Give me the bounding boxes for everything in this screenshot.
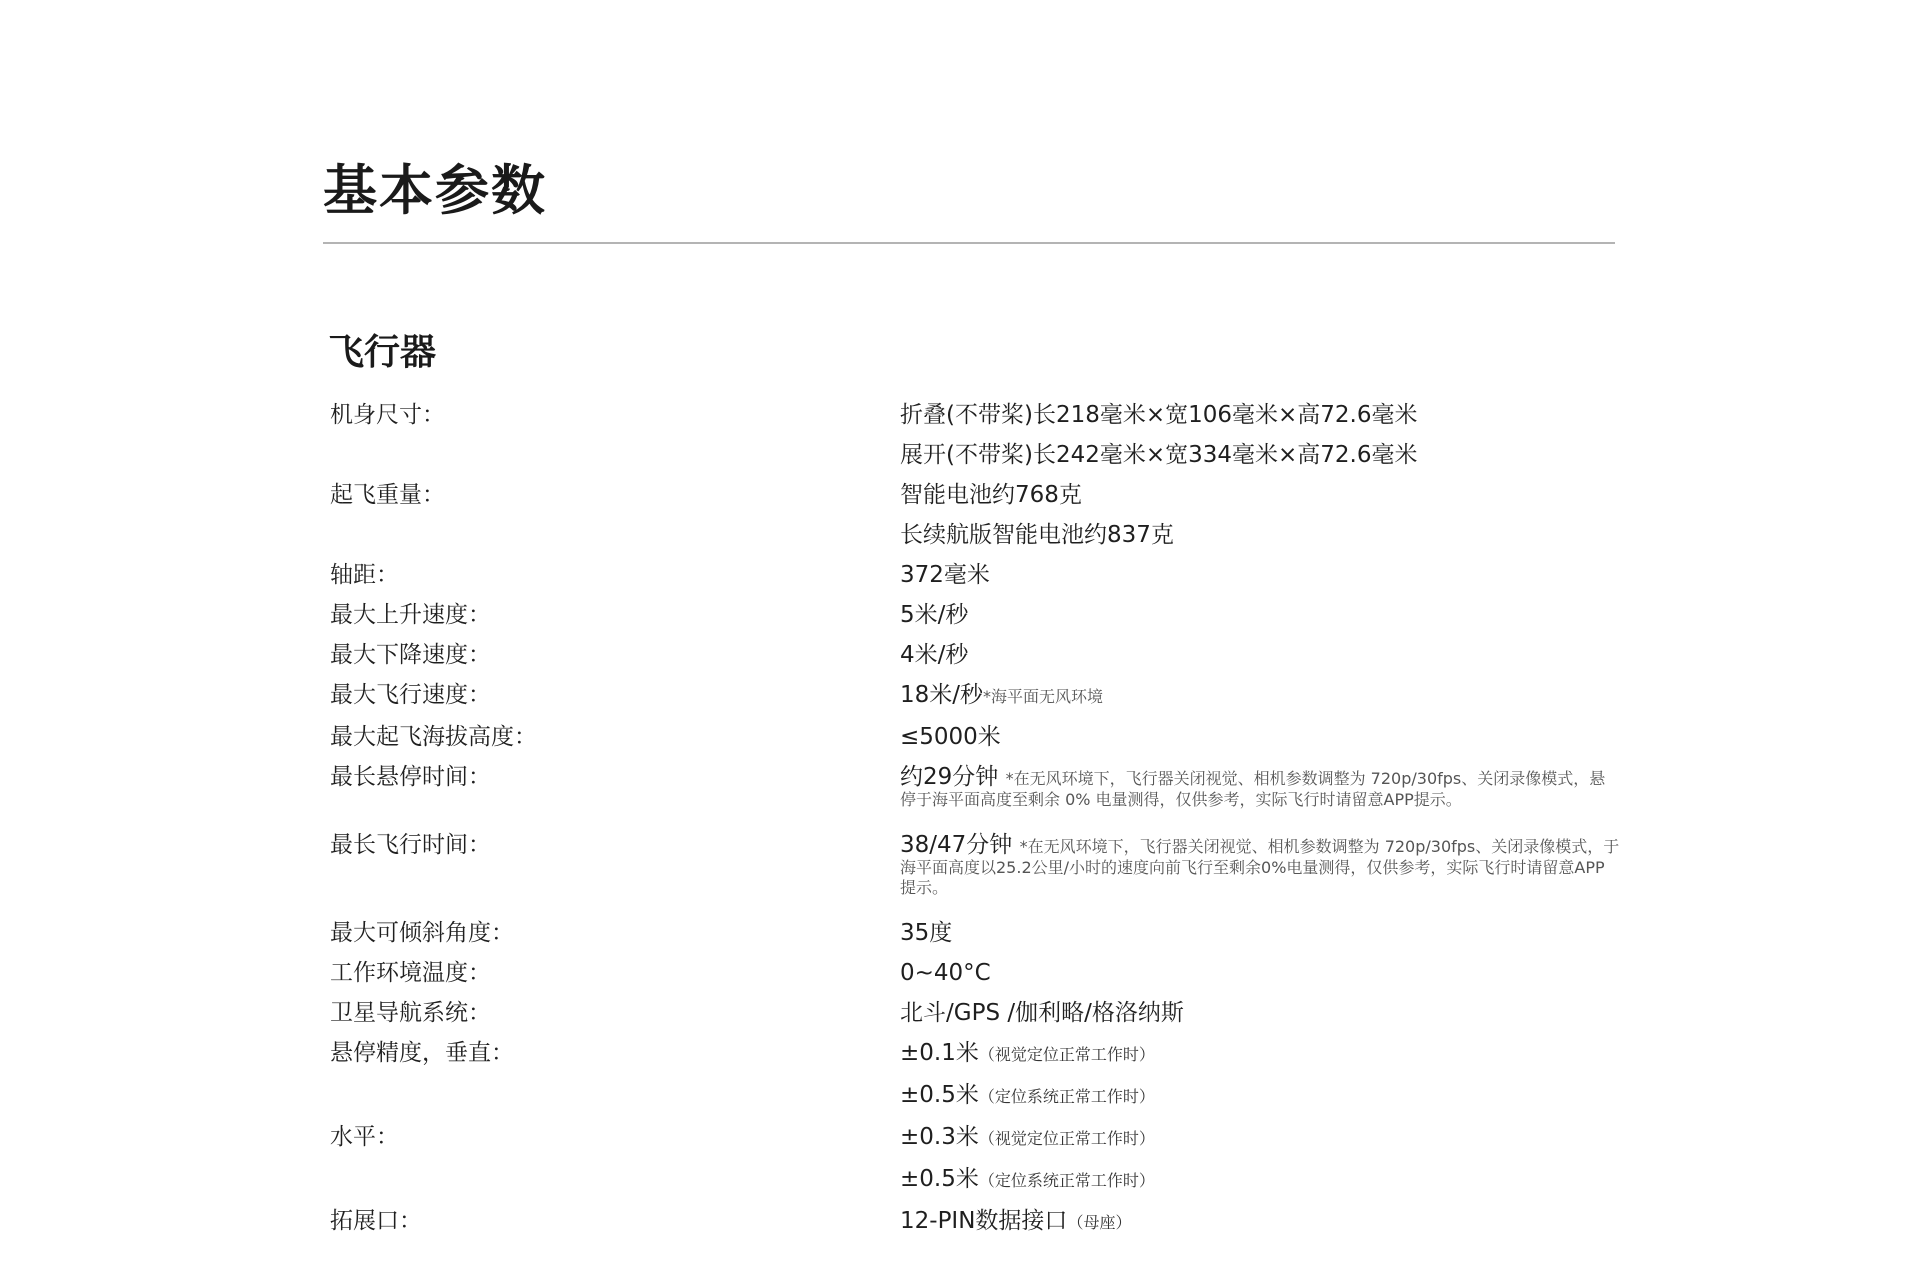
spec-value: 长续航版智能电池约837克 xyxy=(900,522,1174,548)
spec-label: 最大起飞海拔高度： xyxy=(330,724,537,750)
spec-value: 38/47分钟 xyxy=(900,832,1013,858)
spec-value: 约29分钟 xyxy=(900,764,999,790)
section-title: 飞行器 xyxy=(328,332,437,373)
spec-list xyxy=(330,395,1620,1243)
spec-values xyxy=(900,395,1620,475)
title-divider xyxy=(323,242,1615,244)
spec-value-line xyxy=(900,395,1620,435)
spec-label: 最大飞行速度： xyxy=(330,682,491,708)
spec-values xyxy=(900,1201,1620,1243)
spec-row xyxy=(330,475,1620,555)
spec-values xyxy=(900,475,1620,555)
spec-value-line xyxy=(900,435,1620,475)
spec-footnote: *海平面无风环境 xyxy=(983,687,1104,706)
spec-values xyxy=(900,953,1620,993)
spec-value-line xyxy=(900,1201,1620,1243)
spec-condition: （母座） xyxy=(1067,1213,1132,1232)
spec-value-line xyxy=(900,475,1620,515)
spec-value: 4米/秒 xyxy=(900,642,969,668)
spec-condition: （视觉定位正常工作时） xyxy=(978,1129,1155,1148)
spec-value: 折叠(不带桨)长218毫米×宽106毫米×高72.6毫米 xyxy=(900,402,1418,428)
spec-label: 起飞重量： xyxy=(330,482,445,508)
spec-value-line xyxy=(900,825,1620,913)
spec-label: 卫星导航系统： xyxy=(330,1000,491,1026)
spec-values xyxy=(900,913,1620,953)
spec-label: 最长飞行时间： xyxy=(330,832,491,858)
spec-row xyxy=(330,913,1620,953)
spec-values xyxy=(900,555,1620,595)
spec-values xyxy=(900,595,1620,635)
spec-label: 最大下降速度： xyxy=(330,642,491,668)
spec-label: 最大上升速度： xyxy=(330,602,491,628)
spec-condition: （定位系统正常工作时） xyxy=(978,1087,1155,1106)
spec-value: ±0.3米 xyxy=(900,1124,979,1150)
spec-footnote: *在无风环境下，飞行器关闭视觉、相机参数调整为 720p/30fps、关闭录像模式，悬停于海平面高度至剩余 0% 电量测得，仅供参考，实际飞行时请留意APP提示。 xyxy=(900,769,1606,809)
spec-value-line xyxy=(900,993,1620,1033)
spec-values xyxy=(900,993,1620,1033)
spec-value: 35度 xyxy=(900,920,953,946)
spec-label: 拓展口： xyxy=(330,1208,422,1234)
spec-label: 工作环境温度： xyxy=(330,960,491,986)
spec-row xyxy=(330,675,1620,717)
spec-value-line xyxy=(900,675,1620,717)
spec-value: ±0.5米 xyxy=(900,1166,979,1192)
spec-values xyxy=(900,1117,1620,1201)
spec-row xyxy=(330,1033,1620,1117)
spec-row xyxy=(330,635,1620,675)
spec-row xyxy=(330,993,1620,1033)
spec-value-line xyxy=(900,515,1620,555)
spec-row xyxy=(330,395,1620,475)
spec-value: 北斗/GPS /伽利略/格洛纳斯 xyxy=(900,1000,1184,1026)
spec-value-line xyxy=(900,717,1620,757)
spec-row xyxy=(330,757,1620,825)
spec-label: 最大可倾斜角度： xyxy=(330,920,514,946)
spec-value-line xyxy=(900,555,1620,595)
spec-value: ±0.5米 xyxy=(900,1082,979,1108)
spec-values xyxy=(900,635,1620,675)
spec-footnote: *在无风环境下，飞行器关闭视觉、相机参数调整为 720p/30fps、关闭录像模式，于海平面高度以25.2公里/小时的速度向前飞行至剩余0%电量测得，仅供参考，实际飞行时请留意APP提示。 xyxy=(900,837,1620,897)
spec-value: 展开(不带桨)长242毫米×宽334毫米×高72.6毫米 xyxy=(900,442,1418,468)
spec-values xyxy=(900,825,1620,913)
spec-row xyxy=(330,555,1620,595)
spec-value-line xyxy=(900,757,1620,825)
spec-value: 0~40°C xyxy=(900,960,991,986)
spec-value: 5米/秒 xyxy=(900,602,969,628)
spec-row xyxy=(330,1201,1620,1243)
spec-row xyxy=(330,717,1620,757)
spec-value: ±0.1米 xyxy=(900,1040,979,1066)
spec-label: 最长悬停时间： xyxy=(330,764,491,790)
spec-value-line xyxy=(900,1075,1620,1117)
spec-values xyxy=(900,675,1620,717)
spec-condition: （视觉定位正常工作时） xyxy=(978,1045,1155,1064)
spec-values xyxy=(900,1033,1620,1117)
spec-row xyxy=(330,1117,1620,1201)
spec-value-line xyxy=(900,1033,1620,1075)
spec-value: 12-PIN数据接口 xyxy=(900,1208,1068,1234)
spec-value-line xyxy=(900,635,1620,675)
spec-value: 智能电池约768克 xyxy=(900,482,1082,508)
spec-label: 轴距： xyxy=(330,562,399,588)
spec-value: 18米/秒 xyxy=(900,682,984,708)
spec-label: 机身尺寸： xyxy=(330,402,445,428)
spec-row xyxy=(330,825,1620,913)
spec-label: 悬停精度，垂直： xyxy=(330,1040,514,1066)
spec-value-line xyxy=(900,953,1620,993)
spec-value: 372毫米 xyxy=(900,562,990,588)
spec-row xyxy=(330,953,1620,993)
spec-condition: （定位系统正常工作时） xyxy=(978,1171,1155,1190)
spec-row xyxy=(330,595,1620,635)
spec-value-line xyxy=(900,595,1620,635)
spec-value-line xyxy=(900,913,1620,953)
spec-value-line xyxy=(900,1159,1620,1201)
page-title: 基本参数 xyxy=(323,159,547,222)
spec-values xyxy=(900,717,1620,757)
spec-value: ≤5000米 xyxy=(900,724,1001,750)
spec-value-line xyxy=(900,1117,1620,1159)
spec-values xyxy=(900,757,1620,825)
spec-label: 水平： xyxy=(330,1124,399,1150)
